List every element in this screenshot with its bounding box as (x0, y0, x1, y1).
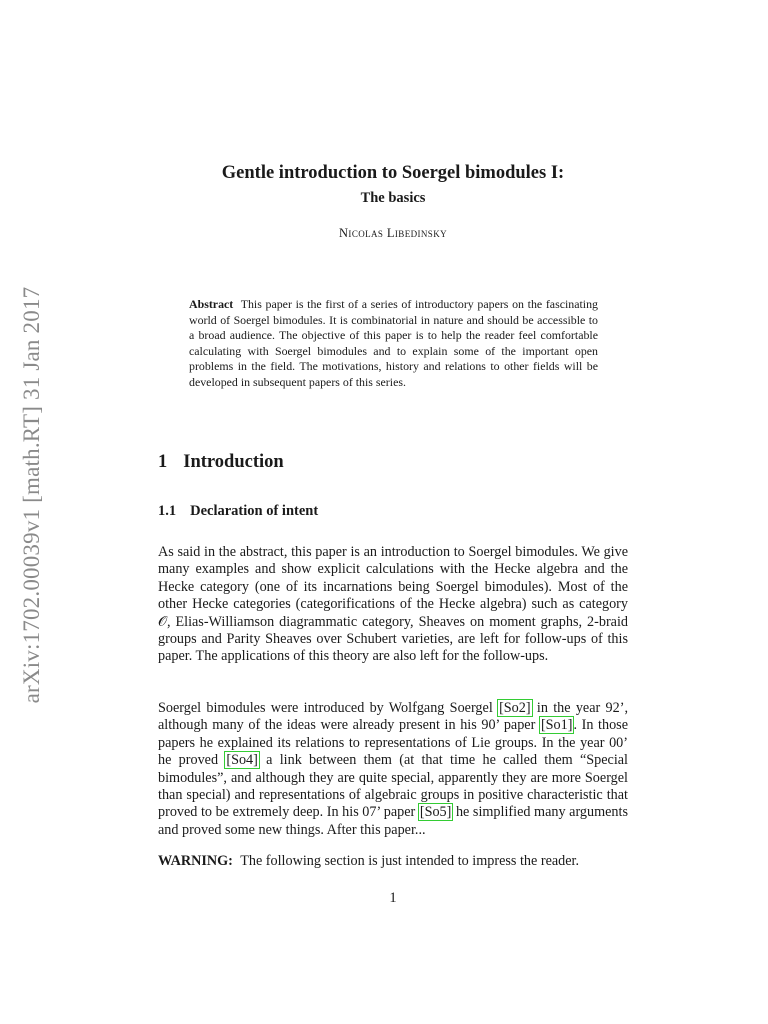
arxiv-stamp-text: arXiv:1702.00039v1 [math.RT] 31 Jan 2017 (19, 286, 44, 704)
paragraph-text: Soergel bimodules were introduced by Wolfgang Soergel (158, 700, 499, 716)
arxiv-stamp (10, 260, 54, 730)
paper-subtitle: The basics (360, 190, 426, 206)
section-heading (158, 452, 284, 473)
warning-label: WARNING: (158, 853, 233, 869)
paragraph-text: in the year 92’, although many of the ideas were already present in his 90’ paper (158, 700, 628, 734)
author-name: Nicolas Libedinsky (339, 226, 447, 240)
subsection-number: 1.1 (158, 503, 177, 519)
abstract-label: Abstract (189, 297, 234, 311)
abstract (189, 297, 598, 391)
paper-title: Gentle introduction to Soergel bimodules I: (221, 163, 565, 183)
citation-link-so4[interactable]: [So4] (226, 752, 258, 769)
citation-link-so2[interactable]: [So2] (499, 700, 531, 716)
paragraph-intent: As said in the abstract, this paper is an introduction to Soergel bimodules. We give many examples and show explicit calculations with the Hecke algebra and the Hecke category (one of its incarnations being Soergel bimodules). Most of the other Hecke categories (categorifications of the Hecke algebra) such as category 𝒪, Elias-Williamson diagrammatic category, Sheaves on moment graphs, 2-braid groups and Parity Sheaves over Schubert varieties, are left for follow-ups of this paper. The applications of this theory are also left for the follow-ups. (158, 544, 628, 665)
section-title: Introduction (183, 452, 284, 472)
paragraph-text: he simplified many arguments and proved some new things. After this paper... (158, 804, 628, 838)
warning-paragraph (158, 853, 628, 870)
section-number: 1 (158, 452, 168, 472)
subsection-title: Declaration of intent (190, 503, 319, 519)
paragraph-history (158, 700, 628, 839)
warning-text: The following section is just intended to impress the reader. (240, 853, 580, 869)
citation-link-so1[interactable]: [So1] (540, 717, 573, 734)
paragraph-text: a link between them (at that time he called them “Special bimodules”, and although they are quite special, apparently they are more Soergel than special) and representations of algebraic groups in positive characteristic that proved to be extremely deep. In his 07’ paper (158, 752, 629, 821)
paragraph-text: . In those papers he explained its relations to representations of Lie groups. In the year 00’ he proved (158, 717, 628, 769)
page-number: 1 (389, 890, 397, 906)
subsection-heading (158, 503, 318, 520)
citation-link-so5[interactable]: [So5] (419, 804, 452, 821)
abstract-text: This paper is the first of a series of introductory papers on the fascinating world of Soergel bimodules. It is combinatorial in nature and should be accessible to a broad audience. The objective of this paper is to help the reader feel comfortable calculating with Soergel bimodules and to explain some of the important open problems in the field. The motivations, history and relations to other fields will be developed in subsequent papers of this series. (189, 297, 598, 389)
